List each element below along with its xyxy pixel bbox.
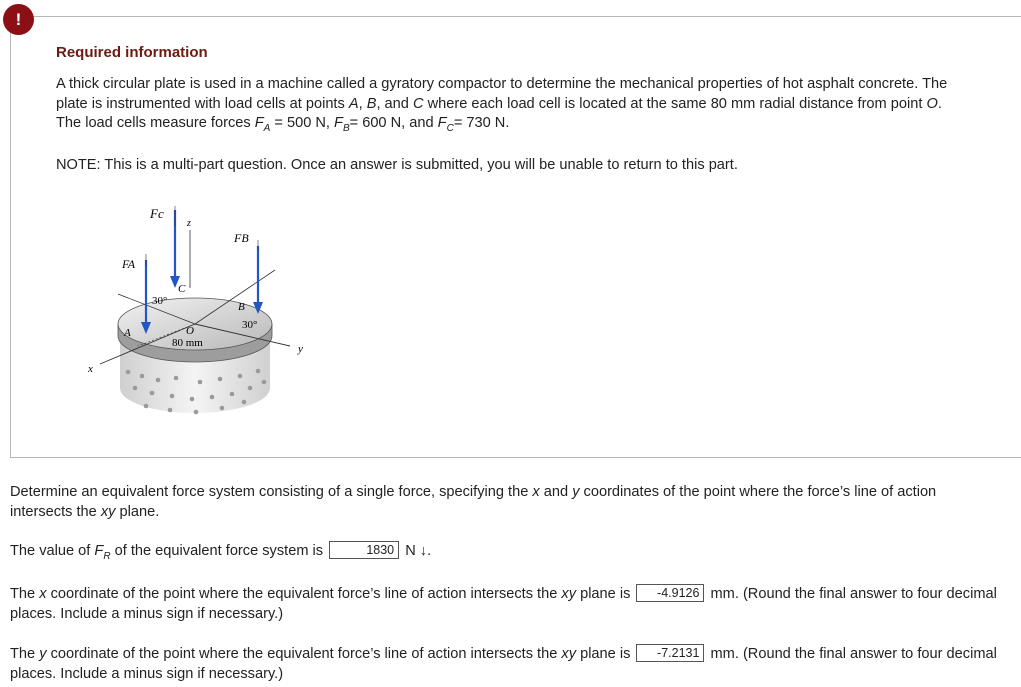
intro-text-2: coordinates of the point where the force’s line of action intersects the: [10, 484, 937, 520]
label-80mm: 80 mm: [172, 337, 203, 349]
required-info-title: Required information: [56, 44, 208, 61]
x-var: x: [39, 586, 47, 602]
point-b: B: [366, 95, 377, 112]
problem-text-1: A thick circular plate is used in a machine called a gyratory compactor to determine the mechanical properties of hot asphalt concrete. The plate is instrumented with load cells at points: [56, 76, 948, 112]
label-fb: FB: [234, 231, 249, 245]
alert-icon: [3, 4, 34, 35]
force-a-sub: A: [263, 122, 271, 134]
label-fc: Fc: [150, 206, 164, 221]
intro-xy: xy: [100, 504, 116, 520]
force-c-value: = 730 N.: [453, 115, 510, 131]
fr-symbol: F: [94, 543, 104, 559]
y-plane: xy: [561, 646, 577, 662]
x-plane: xy: [561, 586, 577, 602]
intro-and: and: [543, 484, 569, 500]
alert-glyph: !: [15, 9, 22, 29]
y-mid: coordinate of the point where the equivalent force’s line of action intersects the: [50, 646, 558, 662]
gyratory-compactor-figure: [80, 196, 330, 436]
y-unit: mm. (Round the final answer to four decimal places. Include a minus sign if necessary.): [10, 646, 997, 682]
force-c-symbol: F: [437, 115, 447, 131]
label-30-right: 30°: [242, 319, 258, 331]
x-plane-post: plane is: [580, 586, 631, 602]
label-fa: FA: [122, 257, 136, 271]
note-text: NOTE: This is a multi-part question. Once an answer is submitted, you will be unable to return to this part.: [56, 157, 738, 173]
problem-text-2: where each load cell is located at the same 80 mm radial distance from point: [427, 95, 923, 112]
label-point-a: A: [124, 327, 131, 339]
point-a: A: [348, 95, 359, 112]
point-o: O: [926, 95, 938, 112]
question-intro: [10, 482, 1000, 522]
x-unit: mm. (Round the final answer to four decimal places. Include a minus sign if necessary.): [10, 586, 997, 622]
problem-text-3: . The load cells measure forces: [56, 95, 942, 131]
label-point-o: O: [186, 325, 194, 337]
label-30-left: 30°: [152, 295, 168, 307]
force-arrow-a: [141, 260, 151, 334]
intro-text-1: Determine an equivalent force system consisting of a single force, specifying the: [10, 484, 529, 500]
problem-and: and: [384, 95, 409, 112]
x-pre: The: [10, 586, 36, 602]
point-c: C: [412, 95, 424, 112]
label-y-axis: y: [298, 343, 303, 355]
label-x-axis: x: [88, 363, 93, 375]
y-var: y: [39, 646, 47, 662]
intro-text-3: plane.: [119, 504, 160, 520]
question-resultant: [10, 541, 1000, 567]
label-point-b: B: [238, 301, 245, 313]
y-pre: The: [10, 646, 36, 662]
fr-pre: The value of: [10, 543, 91, 559]
fr-unit: N ↓.: [405, 543, 432, 559]
force-b-sub: B: [342, 122, 350, 134]
label-point-c: C: [178, 283, 186, 295]
resultant-answer-field[interactable]: 1830: [329, 541, 399, 559]
force-b-value: = 600 N, and: [349, 115, 434, 131]
question-x-coordinate: [10, 584, 1000, 624]
label-z: z: [187, 218, 191, 229]
y-coordinate-answer-field[interactable]: -7.2131: [636, 644, 704, 662]
force-a-symbol: F: [254, 115, 264, 131]
force-c-sub: C: [446, 122, 454, 134]
question-y-coordinate: [10, 644, 1000, 684]
force-b-symbol: F: [334, 115, 343, 131]
fr-post: of the equivalent force system is: [114, 543, 324, 559]
problem-statement: A thick circular plate is used in a machine called a gyratory compactor to determine the mechanical properties of hot asphalt concrete. The plate is instrumented with load cells at points A, B, and C where each load cell is located at the same 80 mm radial distance from point O. The load cells measure forces $F_A = 500$ N, $F_B= 600$ N, and $F_C= 730$ N.: [56, 76, 948, 134]
intro-x: x: [532, 484, 540, 500]
force-a-value: = 500 N,: [274, 115, 330, 131]
x-mid: coordinate of the point where the equivalent force’s line of action intersects the: [50, 586, 558, 602]
y-plane-post: plane is: [580, 646, 631, 662]
fr-sub: R: [103, 550, 111, 562]
intro-y: y: [572, 484, 580, 500]
force-arrow-b: [253, 246, 263, 314]
x-coordinate-answer-field[interactable]: -4.9126: [636, 584, 704, 602]
